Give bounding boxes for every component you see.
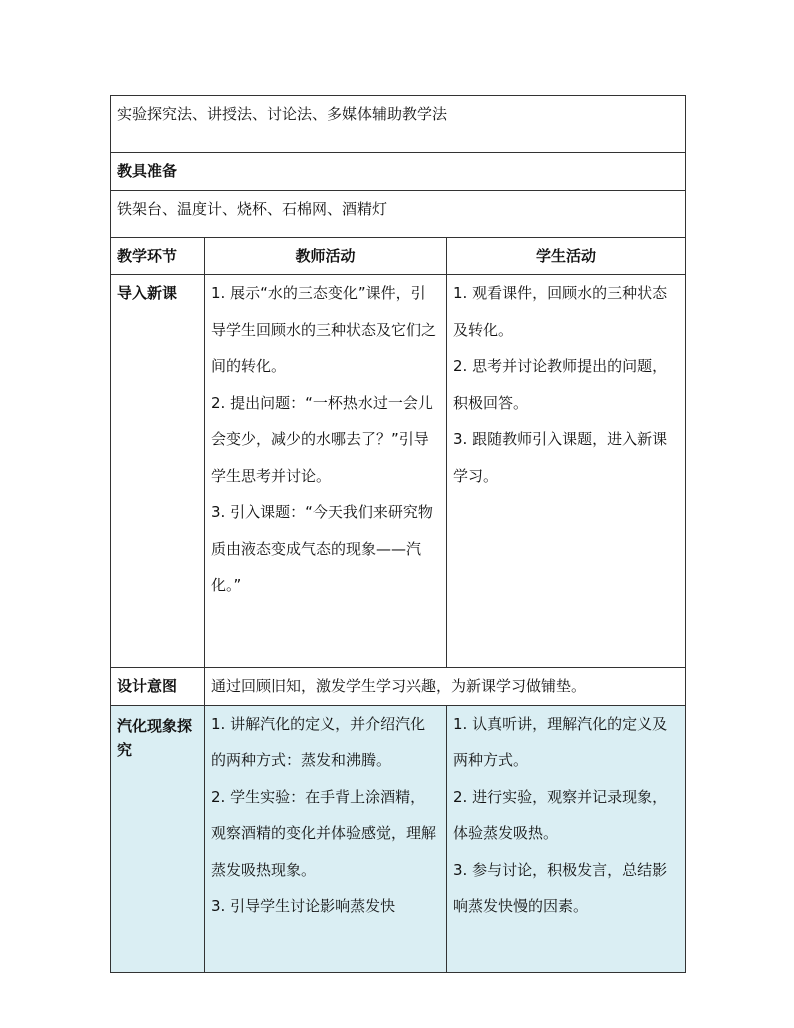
explore-row xyxy=(111,705,686,972)
explore-student-cell xyxy=(447,705,686,972)
intro-student-cell xyxy=(447,275,686,668)
intro-stage-label: 导入新课 xyxy=(111,275,205,668)
design-content: 通过回顾旧知，激发学生学习兴趣，为新课学习做铺垫。 xyxy=(205,668,686,706)
explore-student-item: 2. 进行实验，观察并记录现象，体验蒸发吸热。 xyxy=(453,787,668,842)
explore-teacher-item: 1. 讲解汽化的定义，并介绍汽化的两种方式：蒸发和沸腾。 xyxy=(211,714,426,769)
explore-teacher-cell xyxy=(205,705,447,972)
prep-title-row xyxy=(111,153,686,191)
teaching-methods-text: 实验探究法、讲授法、讨论法、多媒体辅助教学法 xyxy=(111,96,686,153)
intro-row xyxy=(111,275,686,668)
explore-student-item: 3. 参与讨论，积极发言，总结影响蒸发快慢的因素。 xyxy=(453,860,668,915)
explore-stage-label: 汽化现象探究 xyxy=(111,705,205,972)
intro-student-item: 1. 观看课件，回顾水的三种状态及转化。 xyxy=(453,284,668,339)
explore-student-item: 1. 认真听讲，理解汽化的定义及两种方式。 xyxy=(453,714,668,769)
explore-teacher-item: 2. 学生实验：在手背上涂酒精，观察酒精的变化并体验感觉，理解蒸发吸热现象。 xyxy=(211,787,437,879)
teaching-methods-row xyxy=(111,96,686,153)
prep-title: 教具准备 xyxy=(111,153,686,191)
prep-content-row xyxy=(111,190,686,237)
explore-teacher-item: 3. 引导学生讨论影响蒸发快 xyxy=(211,897,396,915)
design-stage-label: 设计意图 xyxy=(111,668,205,706)
intro-teacher-item: 2. 提出问题：“一杯热水过一会儿会变少，减少的水哪去了？”引导学生思考并讨论。 xyxy=(211,393,433,485)
intro-teacher-cell xyxy=(205,275,447,668)
header-teacher: 教师活动 xyxy=(205,237,447,275)
intro-teacher-item: 3. 引入课题：“今天我们来研究物质由液态变成气态的现象——汽化。” xyxy=(211,503,433,594)
header-stage: 教学环节 xyxy=(111,237,205,275)
prep-content: 铁架台、温度计、烧杯、石棉网、酒精灯 xyxy=(111,190,686,237)
header-student: 学生活动 xyxy=(447,237,686,275)
design-intent-row xyxy=(111,668,686,706)
column-header-row xyxy=(111,237,686,275)
intro-student-item: 3. 跟随教师引入课题，进入新课学习。 xyxy=(453,430,668,485)
intro-student-item: 2. 思考并讨论教师提出的问题，积极回答。 xyxy=(453,357,668,412)
intro-teacher-item: 1. 展示“水的三态变化”课件，引导学生回顾水的三种状态及它们之间的转化。 xyxy=(211,284,437,375)
lesson-plan-table xyxy=(110,95,686,973)
